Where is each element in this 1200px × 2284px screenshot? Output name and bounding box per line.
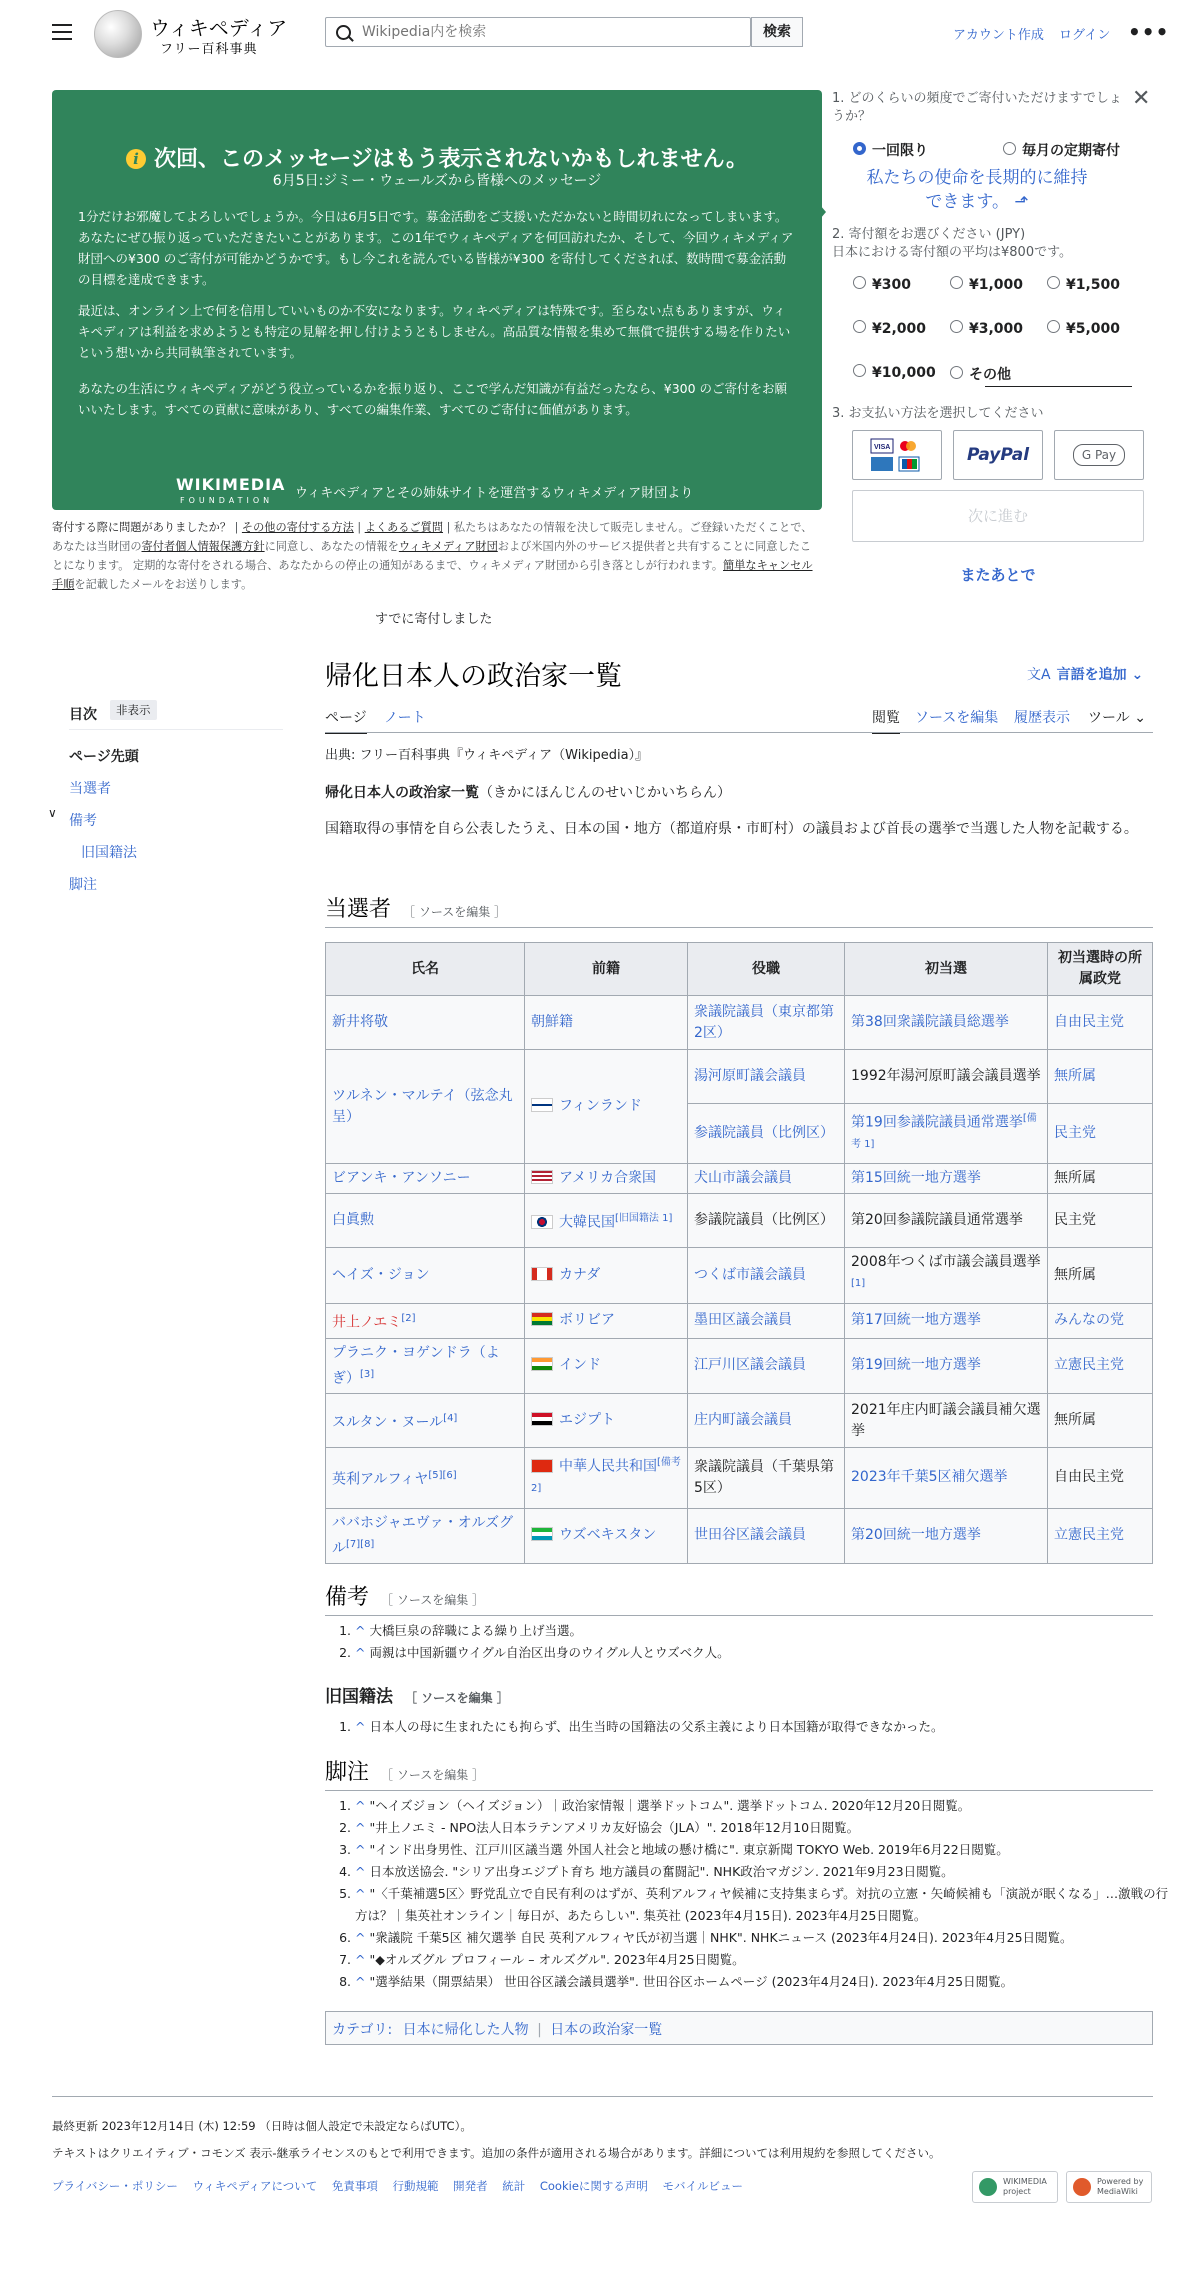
cell-name[interactable]: 白眞勲 bbox=[326, 1194, 525, 1248]
back-ref[interactable]: ^ bbox=[355, 1886, 370, 1901]
cell-position bbox=[688, 1248, 845, 1304]
footnote-text: "インド出身男性、江戸川区議当選 外国人社会と地域の懸け橋に". 東京新聞 TOKYO Web. 2019年6月22日閲覧。 bbox=[369, 1842, 1009, 1857]
footnote-ref[interactable]: [備考 1] bbox=[851, 1113, 1037, 1150]
banner-paragraph-1: 1分だけお邪魔してよろしいでしょうか。今日は6月5日です。募金活動をご支援いただかないと時間切れになってしまいます。あなたにぜひ振り返っていただきたいことがあります。この1年でウィキペディアを何回訪れたか、そして、今回ウィキメディア財団への¥300 のご寄付が可能かどうかです。もし今これを読んでいる皆様が¥300 を寄付してくだされば、数時間で募金活動の目標を達成できます。 bbox=[78, 209, 794, 287]
cell-election[interactable]: 第15回統一地方選挙 bbox=[845, 1164, 1048, 1194]
amount-label: ¥1,000 bbox=[969, 277, 1024, 293]
footnote-ref[interactable]: [4] bbox=[443, 1412, 458, 1424]
back-ref[interactable]: ^ bbox=[355, 1864, 370, 1879]
lead-reading: （きかにほんじんのせいじかいちらん） bbox=[479, 785, 731, 801]
lead-bold: 帰化日本人の政治家一覧 bbox=[325, 785, 479, 801]
edit-section-link[interactable]: ［ ソースを編集 ］ bbox=[403, 905, 507, 919]
list-item bbox=[355, 1642, 1175, 1664]
note-text: 日本人の母に生まれたにも拘らず、出生当時の国籍法の父系主義により日本国籍が取得できなかった。 bbox=[369, 1719, 944, 1734]
toc-item-oldlaw[interactable]: 旧国籍法 bbox=[81, 845, 137, 861]
radio-icon bbox=[853, 276, 866, 289]
cell-name-text[interactable]: スルタン・ヌール bbox=[332, 1414, 444, 1431]
flag-usa-icon bbox=[531, 1170, 553, 1184]
legal-text-1: 私たちはあなたの情報を決して販売しません。ご登録いただくことで、あなたは当財団の bbox=[52, 521, 813, 553]
list-item bbox=[355, 1839, 1175, 1861]
wikimedia-foundation-logo bbox=[176, 475, 286, 508]
cell-party[interactable]: みんなの党 bbox=[1048, 1303, 1153, 1338]
footer-link-privacy[interactable]: プライバシー・ポリシー bbox=[52, 2179, 178, 2193]
radio-icon bbox=[950, 276, 963, 289]
frequency-once-radio[interactable] bbox=[853, 140, 928, 160]
footer-divider bbox=[52, 2096, 1153, 2097]
site-header bbox=[0, 0, 1200, 66]
donation-problem-link[interactable]: 寄付する際に問題がありましたか？ bbox=[52, 521, 232, 534]
close-icon[interactable]: ✕ bbox=[1132, 86, 1151, 111]
cell-party[interactable]: 民主党 bbox=[1048, 1104, 1153, 1164]
tab-talk[interactable]: ノート bbox=[384, 710, 426, 726]
cell-name[interactable] bbox=[326, 1303, 525, 1338]
cell-party[interactable]: 立憲民主党 bbox=[1048, 1508, 1153, 1564]
cell-origin[interactable] bbox=[525, 1164, 688, 1194]
amount-label: ¥1,500 bbox=[1066, 277, 1121, 293]
tab-read[interactable]: 閲覧 bbox=[872, 707, 900, 734]
cell-origin-text[interactable]: フィンランド bbox=[559, 1098, 642, 1115]
footnote-ref[interactable]: [6] bbox=[442, 1470, 457, 1482]
wmf-credit: ウィキペディアとその姉妹サイトを運営するウィキメディア財団より bbox=[295, 486, 694, 501]
lead-sentence bbox=[325, 782, 1153, 804]
cell-name-text[interactable]: ツルネン・マルテイ（弦念丸呈） bbox=[332, 1087, 513, 1125]
radio-icon bbox=[950, 366, 963, 379]
legal-text-3: および米国内外のサービス提供者と共有することに同意したことになります。 定期的な寄付をされる場合、あなたからの停止の通知があるまで、ウィキメディア財団から引き落としが行われます。 bbox=[52, 540, 812, 572]
cell-origin[interactable] bbox=[525, 1508, 688, 1564]
search-icon bbox=[336, 25, 351, 40]
edit-section-link[interactable]: ［ ソースを編集 ］ bbox=[381, 1593, 485, 1607]
cell-party[interactable]: 立憲民主党 bbox=[1048, 1338, 1153, 1394]
svg-text:VISA: VISA bbox=[874, 444, 891, 451]
cell-party[interactable]: 無所属 bbox=[1048, 1050, 1153, 1104]
list-item bbox=[355, 1927, 1175, 1949]
footnote-ref[interactable]: [8] bbox=[360, 1538, 375, 1550]
cell-position-text[interactable]: 墨田区議会議員 bbox=[694, 1312, 792, 1329]
radio-icon bbox=[950, 320, 963, 333]
monthly-label: 毎月の定期寄付 bbox=[1022, 143, 1120, 159]
back-ref[interactable]: ^ bbox=[355, 1842, 370, 1857]
cell-name[interactable]: ビアンキ・アンソニー bbox=[326, 1164, 525, 1194]
toc-item-winners[interactable]: 当選者 bbox=[69, 781, 111, 797]
table-row bbox=[326, 996, 1153, 1050]
heading-notes-text: 備考 bbox=[325, 1585, 370, 1610]
tabs-divider bbox=[325, 732, 1153, 733]
amount-label: ¥2,000 bbox=[872, 321, 927, 337]
banner-arrow bbox=[814, 198, 826, 226]
cell-name-text[interactable]: 井上ノエミ bbox=[332, 1314, 402, 1331]
toc-chevron-down-icon[interactable]: ∨ bbox=[48, 806, 57, 820]
cell-origin-text[interactable]: アメリカ合衆国 bbox=[559, 1170, 657, 1187]
category-box bbox=[325, 2011, 1153, 2045]
cell-origin[interactable]: 朝鮮籍 bbox=[525, 996, 688, 1050]
cell-name[interactable]: 新井将敬 bbox=[326, 996, 525, 1050]
footnote-ref[interactable]: [備考 2] bbox=[531, 1457, 681, 1494]
table-row bbox=[326, 1194, 1153, 1248]
cell-election[interactable]: 第17回統一地方選挙 bbox=[845, 1303, 1048, 1338]
cell-position: 参議院議員（比例区） bbox=[688, 1194, 845, 1248]
cell-position[interactable]: 衆議院議員（東京都第2区） bbox=[688, 996, 845, 1050]
cell-origin-text[interactable]: 大韓民国 bbox=[559, 1214, 615, 1231]
gpay-logo: G Pay bbox=[1073, 444, 1125, 466]
banner-title bbox=[52, 142, 822, 173]
arrow-up-icon: ⬏ bbox=[1014, 192, 1029, 212]
footnote-ref[interactable]: [2] bbox=[401, 1312, 416, 1324]
fundraising-banner bbox=[52, 90, 822, 510]
cell-party: 自由民主党 bbox=[1048, 1448, 1153, 1508]
notes-list bbox=[333, 1620, 1175, 1664]
add-languages-button[interactable] bbox=[1027, 664, 1143, 684]
cell-position[interactable]: 参議院議員（比例区） bbox=[688, 1104, 845, 1164]
list-item bbox=[355, 1971, 1175, 1993]
list-item bbox=[355, 1861, 1175, 1883]
cell-origin-text[interactable]: カナダ bbox=[559, 1267, 601, 1284]
table-row bbox=[326, 1050, 1153, 1104]
cell-origin[interactable] bbox=[525, 1394, 688, 1448]
already-donated-link[interactable]: すでに寄付しました bbox=[375, 612, 493, 627]
cell-election[interactable]: 第19回統一地方選挙 bbox=[845, 1338, 1048, 1394]
col-header[interactable]: 初当選 bbox=[845, 943, 1048, 996]
radio-icon bbox=[853, 320, 866, 333]
wmf-link[interactable]: ウィキメディア財団 bbox=[398, 540, 498, 553]
footer-links bbox=[52, 2178, 743, 2194]
back-ref[interactable]: ^ bbox=[355, 1974, 370, 1989]
footnote-text: "◆オルズグル プロフィール – オルズグル". 2023年4月25日閲覧。 bbox=[369, 1952, 745, 1967]
edit-section-link[interactable]: ［ ソースを編集 ］ bbox=[381, 1768, 485, 1782]
donation-legal-text: 寄付する際に問題がありましたか？ | その他の寄付する方法 | よくあるご質問 | 私たちはあなたの情報を決して販売しません。ご登録いただくことで、あなたは当財団の寄付者個人情報保護方針に同意し、あなたの情報をウィキメディア財団および米国内外のサービス提供者と共有することに同意したことになります。 定期的な寄付をされる場合、あなたからの停止の通知があるまで、ウィキメディア財団から引き落としが行われます。簡単なキャンセル手順を記載したメールをお送りします。 bbox=[52, 521, 813, 591]
cell-election[interactable]: 第38回衆議院議員総選挙 bbox=[845, 996, 1048, 1050]
toc-hide-button[interactable]: 非表示 bbox=[110, 700, 157, 720]
category-separator: | bbox=[537, 2022, 542, 2038]
cell-election-text: 2008年つくば市議会議員選挙 bbox=[851, 1254, 1041, 1271]
flag-korea-icon bbox=[531, 1215, 553, 1229]
cell-election[interactable] bbox=[845, 1104, 1048, 1164]
powered-by-mediawiki-badge[interactable]: Powered by MediaWiki bbox=[1066, 2171, 1152, 2203]
radio-icon bbox=[1047, 320, 1060, 333]
wikipedia-logo-globe[interactable] bbox=[94, 10, 142, 58]
cell-election bbox=[845, 1248, 1048, 1304]
search-box bbox=[325, 17, 751, 47]
footnote-ref[interactable]: [旧国籍法 1] bbox=[615, 1212, 673, 1224]
list-item bbox=[355, 1620, 1175, 1642]
footnote-ref[interactable]: [7] bbox=[346, 1538, 361, 1550]
heading-notes bbox=[325, 1580, 1153, 1616]
frequency-monthly-radio[interactable] bbox=[1003, 140, 1120, 160]
back-ref[interactable]: ^ bbox=[355, 1798, 370, 1813]
tools-label: ツール bbox=[1088, 710, 1130, 726]
page-title: 帰化日本人の政治家一覧 bbox=[325, 661, 622, 692]
legal-text-2: に同意し、あなたの情報を bbox=[264, 540, 399, 553]
wikimedia-project-badge[interactable]: WIKIMEDIA project bbox=[972, 2171, 1058, 2203]
create-account-link[interactable]: アカウント作成 bbox=[953, 28, 1044, 43]
cell-position: 衆議院議員（千葉県第5区） bbox=[688, 1448, 845, 1508]
radio-icon bbox=[853, 364, 866, 377]
cell-election-text[interactable]: 第19回参議院議員通常選挙 bbox=[851, 1114, 1023, 1131]
cell-position bbox=[688, 1394, 845, 1448]
last-modified: 最終更新 2023年12月14日 (木) 12:59 （日時は個人設定で未設定ならばUTC）。 bbox=[52, 2119, 472, 2133]
back-ref[interactable]: ^ bbox=[355, 1645, 370, 1660]
footer-link-developers[interactable]: 開発者 bbox=[453, 2179, 488, 2193]
cell-origin-text[interactable]: 中華人民共和国 bbox=[559, 1458, 657, 1475]
tab-history[interactable]: 履歴表示 bbox=[1014, 710, 1070, 726]
footnote-ref[interactable]: [5] bbox=[428, 1470, 443, 1482]
cell-origin[interactable] bbox=[525, 1303, 688, 1338]
footer-link-stats[interactable]: 統計 bbox=[502, 2179, 526, 2193]
flag-canada-icon bbox=[531, 1267, 553, 1281]
table-row bbox=[326, 1338, 1153, 1394]
toc-item-notes[interactable]: 備考 bbox=[69, 813, 97, 829]
legal-text-4: を記載したメールをお送りします。 bbox=[74, 578, 253, 591]
note-text: 大橋巨泉の辞職による繰り上げ当選。 bbox=[369, 1623, 582, 1638]
wmf-logo-text: WIKIMEDIA bbox=[176, 475, 286, 494]
cell-position-text[interactable]: 庄内町議会議員 bbox=[694, 1412, 792, 1429]
cell-position-text[interactable]: 江戸川区議会議員 bbox=[694, 1357, 806, 1374]
footnote-text: "井上ノエミ - NPO法人日本ラテンアメリカ友好協会（JLA）". 2018年12月10日閲覧。 bbox=[369, 1820, 860, 1835]
footnote-text: "〈千葉補選5区〉野党乱立で自民有利のはずが、英利アルフィヤ候補に支持集まらず。対抗の立憲・矢崎候補も「演説が眠くなる」…激戦の行方は？｜集英社オンライン｜毎日が、あたらしい". 集英社 (2023年4月15日). 2023年4月25日閲覧。 bbox=[355, 1886, 1169, 1923]
amount-radio-1000[interactable] bbox=[950, 276, 1023, 293]
table-row bbox=[326, 1248, 1153, 1304]
faq-link[interactable]: よくあるご質問 bbox=[364, 521, 444, 534]
flag-uzbekistan-icon bbox=[531, 1527, 553, 1541]
list-item bbox=[355, 1949, 1175, 1971]
flag-india-icon bbox=[531, 1357, 553, 1371]
heading-footnotes-text: 脚注 bbox=[325, 1760, 370, 1785]
banner-paragraph-2: 最近は、オンライン上で何を信用していいものか不安になります。ウィキペディアは特殊です。至らない点もありますが、ウィキペディアは利益を求めようとも特定の見解を押し付けようともしません。高品質な情報を集めて無償で提供する場を作りたいという想いから共同執筆されています。 bbox=[78, 303, 791, 360]
amount-question-text: 2. 寄付額をお選びください (JPY) bbox=[832, 227, 1026, 242]
cell-name[interactable] bbox=[326, 1448, 525, 1508]
back-ref[interactable]: ^ bbox=[355, 1930, 370, 1945]
maybe-later-link[interactable]: またあとで bbox=[960, 566, 1036, 584]
footnote-text: "選挙結果（開票結果） 世田谷区議会議員選挙". 世田谷区ホームページ (2023年4月24日). 2023年4月25日閲覧。 bbox=[369, 1974, 1014, 1989]
categories-label[interactable]: カテゴリ: bbox=[332, 2022, 393, 2038]
search-input[interactable] bbox=[360, 23, 744, 41]
cell-name[interactable] bbox=[326, 1338, 525, 1394]
flag-china-icon bbox=[531, 1459, 553, 1473]
license-text: テキストはクリエイティブ・コモンズ 表示-継承ライセンスのもとで利用できます。追加の条件が適用される場合があります。詳細については利用規約を参照してください。 bbox=[52, 2146, 941, 2160]
frequency-question: 1. どのくらいの頻度でご寄付いただけますでしょうか？ bbox=[832, 91, 1122, 124]
mission-text: 私たちの使命を長期的に維持できます。 bbox=[866, 168, 1088, 212]
cell-origin[interactable] bbox=[525, 1448, 688, 1508]
amount-radio-other[interactable] bbox=[950, 364, 1011, 384]
info-icon: i bbox=[126, 149, 146, 169]
cell-origin-text[interactable]: ウズベキスタン bbox=[559, 1527, 657, 1544]
mission-message bbox=[862, 166, 1092, 214]
cell-origin-text[interactable]: ボリビア bbox=[559, 1312, 615, 1329]
cancel-procedure-link[interactable]: 簡単なキャンセル手順 bbox=[52, 559, 813, 591]
toc-divider bbox=[69, 729, 283, 730]
add-languages-label: 言語を追加 bbox=[1056, 667, 1127, 683]
banner-title-text: 次回、このメッセージはもう表示されないかもしれません。 bbox=[153, 147, 748, 172]
amount-radio-3000[interactable] bbox=[950, 320, 1023, 337]
cell-origin[interactable] bbox=[525, 1248, 688, 1304]
paypal-logo: PayPal bbox=[966, 445, 1030, 465]
cell-name[interactable] bbox=[326, 1394, 525, 1448]
col-header[interactable]: 役職 bbox=[688, 943, 845, 996]
card-payment-button[interactable] bbox=[852, 430, 942, 480]
list-item bbox=[355, 1795, 1175, 1817]
radio-icon bbox=[1047, 276, 1060, 289]
table-row bbox=[326, 1448, 1153, 1508]
once-label: 一回限り bbox=[872, 143, 928, 159]
cell-position-text[interactable]: 犬山市議会議員 bbox=[694, 1170, 792, 1187]
cell-election: 第20回参議院議員通常選挙 bbox=[845, 1194, 1048, 1248]
back-ref[interactable]: ^ bbox=[355, 1719, 370, 1734]
cell-name-text[interactable]: ババホジャエヴァ・オルズグル bbox=[332, 1514, 514, 1557]
cell-origin-text[interactable]: インド bbox=[559, 1357, 601, 1374]
amount-average-text: 日本における寄付額の平均は¥800です。 bbox=[832, 245, 1073, 260]
wikipedia-wordmark[interactable]: ウィキペディア bbox=[150, 16, 288, 40]
winners-table bbox=[325, 942, 1153, 1564]
back-ref[interactable]: ^ bbox=[355, 1820, 370, 1835]
tab-page[interactable]: ページ bbox=[325, 707, 367, 734]
cell-party: 無所属 bbox=[1048, 1394, 1153, 1448]
translate-icon: 文A bbox=[1027, 667, 1051, 683]
search-button[interactable]: 検索 bbox=[751, 17, 803, 47]
toc-heading: 目次 bbox=[69, 707, 97, 723]
cell-name[interactable]: ヘイズ・ジョン bbox=[326, 1248, 525, 1304]
chevron-down-icon: ⌄ bbox=[1131, 667, 1144, 683]
heading-oldlaw bbox=[325, 1682, 509, 1707]
footnote-ref[interactable]: [3] bbox=[360, 1368, 375, 1380]
footnote-text: "ヘイズジョン（ヘイズジョン）｜政治家情報｜選挙ドットコム". 選挙ドットコム. 2020年12月20日閲覧。 bbox=[369, 1798, 971, 1813]
cell-name[interactable] bbox=[326, 1050, 525, 1164]
banner-paragraph-3: あなたの生活にウィキペディアがどう役立っているかを振り返り、ここで学んだ知識が有益だったなら、¥300 のご寄付をお願いいたします。すべての貢献に意味があり、すべての編集作業、すべてのご寄付に価値があります。 bbox=[78, 381, 788, 417]
other-ways-link[interactable]: その他の寄付する方法 bbox=[241, 521, 354, 534]
wikipedia-tagline: フリー百科事典 bbox=[160, 42, 258, 57]
amount-label: その他 bbox=[969, 367, 1011, 383]
edit-section-link[interactable]: ［ ソースを編集 ］ bbox=[405, 1691, 509, 1705]
tools-menu[interactable] bbox=[1088, 707, 1146, 727]
cell-origin-text[interactable]: エジプト bbox=[559, 1412, 615, 1429]
footnote-text: "衆議院 千葉5区 補欠選挙 自民 英利アルフィヤ氏が初当選｜NHK". NHKニュース (2023年4月24日). 2023年4月25日閲覧。 bbox=[369, 1930, 1073, 1945]
cell-position bbox=[688, 1338, 845, 1394]
cell-name-text[interactable]: プラニク・ヨゲンドラ（よぎ） bbox=[332, 1344, 500, 1387]
amount-radio-300[interactable] bbox=[853, 276, 911, 293]
cell-name-text[interactable]: 英利アルフィヤ bbox=[332, 1471, 429, 1488]
login-link[interactable]: ログイン bbox=[1059, 28, 1111, 43]
footer-link-coc[interactable]: 行動規範 bbox=[392, 2179, 439, 2193]
payment-question: 3. お支払い方法を選択してください bbox=[832, 406, 1044, 421]
footnote-text: 日本放送協会. "シリア出身エジプト育ち 地方議員の奮闘記". NHK政治マガジン. 2021年9月23日閲覧。 bbox=[369, 1864, 954, 1879]
amount-label: ¥10,000 bbox=[872, 365, 936, 381]
paypal-button[interactable] bbox=[953, 430, 1043, 480]
cell-origin[interactable] bbox=[525, 1194, 688, 1248]
tab-edit-source[interactable]: ソースを編集 bbox=[915, 710, 999, 726]
cell-origin[interactable] bbox=[525, 1050, 688, 1164]
cell-position-text[interactable]: 世田谷区議会議員 bbox=[694, 1527, 806, 1544]
table-header-row bbox=[326, 943, 1153, 996]
cell-name[interactable] bbox=[326, 1508, 525, 1564]
cell-election[interactable]: 第20回統一地方選挙 bbox=[845, 1508, 1048, 1564]
main-menu-icon[interactable] bbox=[52, 24, 72, 45]
category-link[interactable]: 日本の政治家一覧 bbox=[550, 2022, 663, 2038]
wmf-logo-subtext: FOUNDATION bbox=[180, 496, 274, 505]
radio-icon bbox=[1003, 142, 1016, 155]
amount-radio-1500[interactable] bbox=[1047, 276, 1120, 293]
footnotes-list bbox=[333, 1795, 1175, 1993]
table-row bbox=[326, 1394, 1153, 1448]
cell-position[interactable]: 湯河原町議会議員 bbox=[688, 1050, 845, 1104]
banner-subtitle: 6月5日:ジミー・ウェールズから皆様へのメッセージ bbox=[272, 173, 602, 189]
back-ref[interactable]: ^ bbox=[355, 1623, 370, 1638]
list-item bbox=[355, 1817, 1175, 1839]
flag-bolivia-icon bbox=[531, 1312, 553, 1326]
amount-label: ¥5,000 bbox=[1066, 321, 1121, 337]
flag-egypt-icon bbox=[531, 1412, 553, 1426]
amount-radio-2000[interactable] bbox=[853, 320, 926, 337]
amount-radio-5000[interactable] bbox=[1047, 320, 1120, 337]
cell-position-text[interactable]: つくば市議会議員 bbox=[694, 1267, 806, 1284]
source-line: 出典: フリー百科事典『ウィキペディア（Wikipedia）』 bbox=[325, 748, 649, 763]
footer-link-cookie[interactable]: Cookieに関する声明 bbox=[539, 2179, 648, 2193]
cell-position bbox=[688, 1164, 845, 1194]
table-row bbox=[326, 1303, 1153, 1338]
cell-party[interactable]: 自由民主党 bbox=[1048, 996, 1153, 1050]
footnote-ref[interactable]: [1] bbox=[851, 1278, 866, 1290]
cell-position bbox=[688, 1508, 845, 1564]
oldlaw-list bbox=[333, 1716, 1175, 1738]
toc-item-top[interactable]: ページ先頭 bbox=[69, 749, 139, 765]
radio-selected-icon bbox=[853, 142, 866, 155]
flag-finland-icon bbox=[531, 1098, 553, 1112]
table-row bbox=[326, 1508, 1153, 1564]
footer-link-about[interactable]: ウィキペディアについて bbox=[192, 2179, 318, 2193]
list-item bbox=[355, 1716, 1175, 1738]
heading-winners-text: 当選者 bbox=[325, 897, 392, 922]
chevron-down-icon: ⌄ bbox=[1134, 710, 1146, 726]
cell-election: 1992年湯河原町議会議員選挙 bbox=[845, 1050, 1048, 1104]
table-row bbox=[326, 1164, 1153, 1194]
cell-party: 無所属 bbox=[1048, 1248, 1153, 1304]
cell-party: 無所属 bbox=[1048, 1164, 1153, 1194]
toc-item-footnotes[interactable]: 脚注 bbox=[69, 877, 97, 893]
cell-origin[interactable] bbox=[525, 1338, 688, 1394]
col-header[interactable]: 初当選時の所属政党 bbox=[1048, 943, 1153, 996]
col-header[interactable]: 前籍 bbox=[525, 943, 688, 996]
intro-paragraph: 国籍取得の事情を自ら公表したうえ、日本の国・地方（都道府県・市町村）の議員および首長の選挙で当選した人物を記載する。 bbox=[325, 821, 1138, 837]
next-button[interactable]: 次に進む bbox=[852, 490, 1144, 542]
amount-question bbox=[832, 226, 1152, 262]
more-options-icon[interactable]: ••• bbox=[1128, 20, 1170, 44]
list-item bbox=[355, 1883, 1175, 1927]
cell-position bbox=[688, 1303, 845, 1338]
heading-winners bbox=[325, 892, 1153, 928]
category-link[interactable]: 日本に帰化した人物 bbox=[402, 2022, 529, 2038]
cell-party: 民主党 bbox=[1048, 1194, 1153, 1248]
back-ref[interactable]: ^ bbox=[355, 1952, 370, 1967]
google-pay-button[interactable] bbox=[1054, 430, 1144, 480]
privacy-policy-link[interactable]: 寄付者個人情報保護方針 bbox=[141, 540, 265, 553]
footer-link-mobile[interactable]: モバイルビュー bbox=[662, 2179, 744, 2193]
amount-label: ¥300 bbox=[872, 277, 911, 293]
amount-label: ¥3,000 bbox=[969, 321, 1024, 337]
note-text: 両親は中国新疆ウイグル自治区出身のウイグル人とウズベク人。 bbox=[369, 1645, 730, 1660]
heading-footnotes bbox=[325, 1755, 1153, 1791]
other-amount-input[interactable] bbox=[985, 386, 1132, 387]
col-header[interactable]: 氏名 bbox=[326, 943, 525, 996]
cell-election[interactable]: 2023年千葉5区補欠選挙 bbox=[845, 1448, 1048, 1508]
amount-radio-10000[interactable] bbox=[853, 364, 936, 381]
heading-oldlaw-text: 旧国籍法 bbox=[325, 1687, 393, 1707]
credit-card-icon bbox=[853, 431, 941, 479]
cell-election: 2021年庄内町議会議員補欠選挙 bbox=[845, 1394, 1048, 1448]
footer-link-disclaimer[interactable]: 免責事項 bbox=[331, 2179, 378, 2193]
